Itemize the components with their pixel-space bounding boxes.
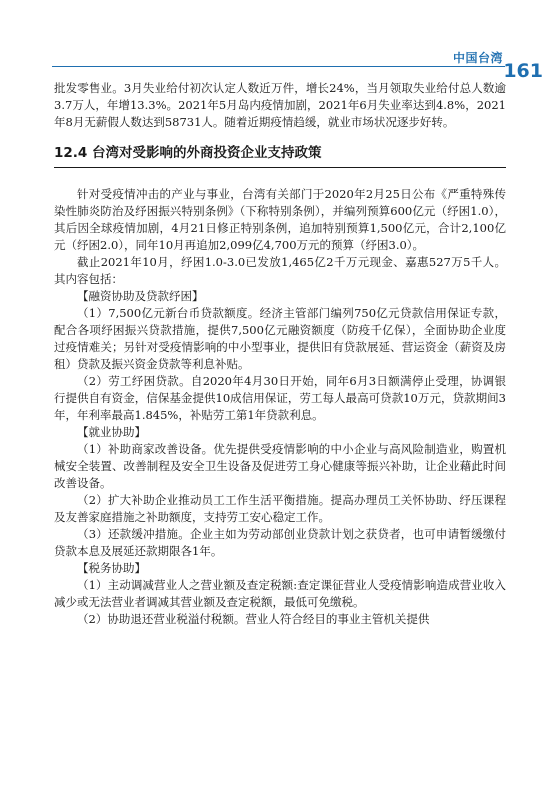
paragraph-disbursement: 截止2021年10月，纾困1.0-3.0已发放1,465亿2千万元现金、嘉惠527万5千人。其内容包括： [54, 255, 506, 286]
paragraph-intro-policy: 针对受疫情冲击的产业与事业，台湾有关部门于2020年2月25日公布《严重特殊传染性肺炎防治及纾困振兴特别条例》（下称特别条例），并编列预算600亿元（纾困1.0），其后因全球疫情加剧，4月21日修正特别条例，追加特别预算1,500亿元，合计2,100亿元（纾困2.0），同年10月再追加2,099亿4,700万元的预算（纾困3.0）。 [54, 187, 506, 252]
section-title: 12.4 台湾对受影响的外商投资企业支持政策 [54, 143, 506, 168]
paragraph-financing-2: （2）劳工纾困贷款。自2020年4月30日开始，同年6月3日额满停止受理，协调银行提供自有资金，信保基金提供10成信用保证，劳工每人最高可贷款10万元，贷款期间3年，年利率最高1.845%，补贴劳工第1年贷款利息。 [54, 374, 506, 422]
paragraph-employment-3: （3）还款缓冲措施。企业主如为劳动部创业贷款计划之获贷者，也可申请暂缓缴付贷款本息及展延还款期限各1年。 [54, 527, 506, 558]
subheading-employment: 【就业协助】 [77, 425, 146, 439]
intro-paragraph: 批发零售业。3月失业给付初次认定人数近万件，增长24%，当月领取失业给付总人数逾3.7万人，年增13.3%。2021年5月岛内疫情加剧，2021年6月失业率达到4.8%，2021年8月无薪假人数达到58731人。随着近期疫情趋缓，就业市场状况逐步好转。 [54, 81, 506, 129]
paragraph-tax-1: （1）主动调减营业人之营业额及查定税额:查定课征营业人受疫情影响造成营业收入减少或无法营业者调减其营业额及查定税额，最低可免缴税。 [54, 578, 506, 609]
page-number: 161 [503, 60, 543, 82]
paragraph-employment-2: （2）扩大补助企业推动员工工作生活平衡措施。提高办理员工关怀协助、纾压课程及友善家庭措施之补助额度，支持劳工安心稳定工作。 [54, 493, 506, 524]
paragraph-employment-1: （1）补助商家改善设备。优先提供受疫情影响的中小企业与高风险制造业，购置机械安全装置、改善制程及安全卫生设备及促进劳工身心健康等振兴补助，让企业藉此时间改善设备。 [54, 442, 506, 490]
paragraph-financing-1: （1）7,500亿元新台币贷款额度。经济主管部门编列750亿元贷款信用保证专款，配合各项纾困振兴贷款措施，提供7,500亿元融资额度（防疫千亿保），全面协助企业度过疫情难关；另针对受疫情影响的中小型事业，提供旧有贷款展延、营运资金（薪资及房租）贷款及振兴资金贷款等利息补贴。 [54, 306, 506, 371]
page-header [0, 38, 559, 82]
paragraph-tax-2: （2）协助退还营业税溢付税额。营业人符合经目的事业主管机关提供 [77, 612, 430, 626]
header-rule [52, 66, 505, 67]
subheading-financing: 【融资协助及贷款纾困】 [77, 289, 204, 303]
page-body [54, 80, 506, 628]
subheading-tax: 【税务协助】 [77, 561, 146, 575]
header-label: 中国台湾 [452, 51, 503, 65]
